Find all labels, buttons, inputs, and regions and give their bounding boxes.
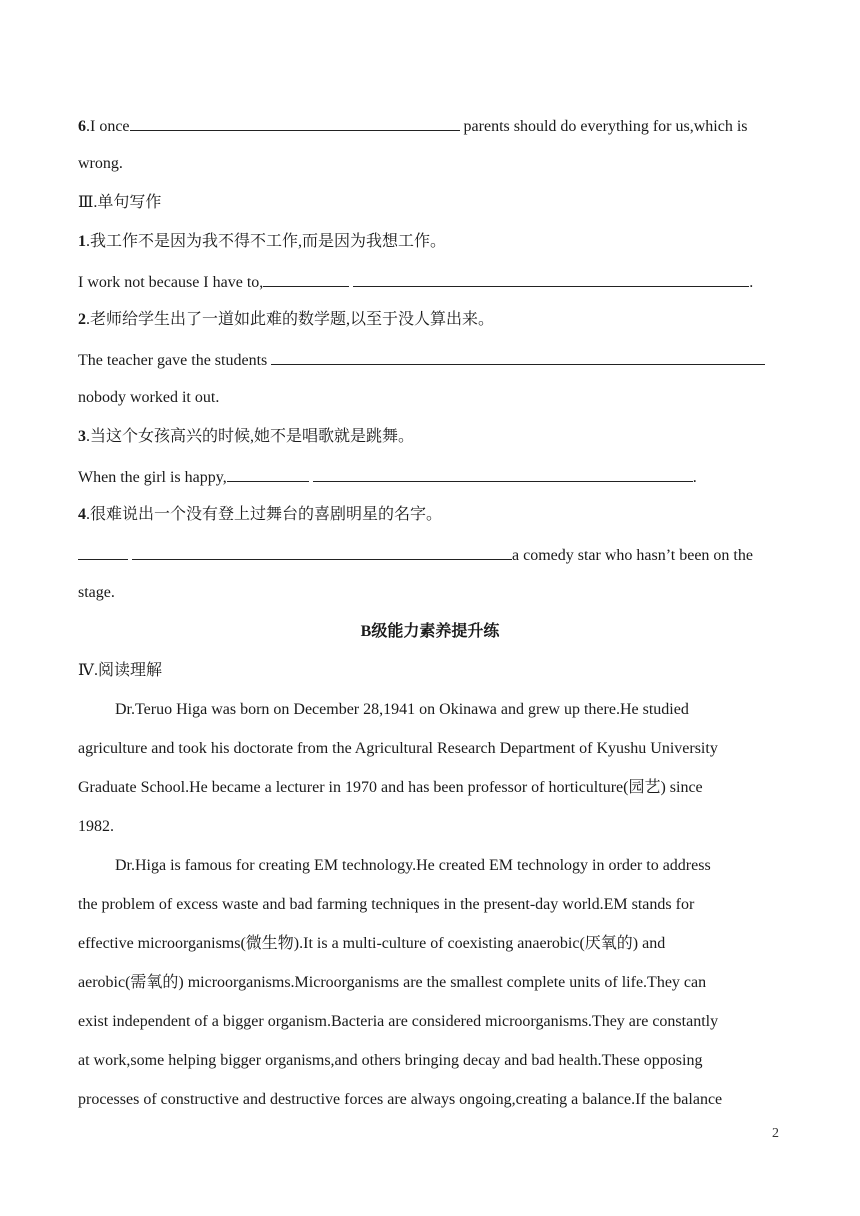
passage-line: at work,some helping bigger organisms,and others bringing decay and bad health.These opposing xyxy=(78,1052,703,1069)
item-4-en xyxy=(78,544,753,566)
question-6 xyxy=(78,115,747,137)
item-text-cont: stage. xyxy=(78,584,115,601)
passage-line: Graduate School.He became a lecturer in 1970 and has been professor of horticulture(园艺) since xyxy=(78,779,703,796)
item-4-zh xyxy=(78,505,442,525)
item-text: a comedy star who hasn’t been on the xyxy=(512,547,753,564)
item-3-en xyxy=(78,466,697,488)
question-text-cont: wrong. xyxy=(78,155,123,172)
section-title: Ⅲ.单句写作 xyxy=(78,194,162,211)
item-prompt: .当这个女孩高兴的时候,她不是唱歌就是跳舞。 xyxy=(86,428,415,445)
item-1-en xyxy=(78,271,753,293)
passage-line: the problem of excess waste and bad farming techniques in the present-day world.EM stands for xyxy=(78,896,695,913)
passage-line: effective microorganisms(微生物).It is a multi-culture of coexisting anaerobic(厌氧的) and xyxy=(78,935,666,952)
item-1-zh xyxy=(78,232,446,252)
item-text: . xyxy=(749,274,754,291)
answer-blank[interactable] xyxy=(313,466,693,482)
item-number: 2 xyxy=(78,311,86,328)
item-number: 4 xyxy=(78,506,86,523)
question-text: .I once xyxy=(86,118,130,135)
answer-blank[interactable] xyxy=(353,271,749,287)
answer-blank[interactable] xyxy=(132,544,512,560)
passage-line: processes of constructive and destructive forces are always ongoing,creating a balance.If the balance xyxy=(78,1091,723,1108)
section-title: Ⅳ.阅读理解 xyxy=(78,662,162,679)
item-2-en xyxy=(78,349,765,371)
passage-line: aerobic(需氧的) microorganisms.Microorganisms are the smallest complete units of life.They can xyxy=(78,974,707,991)
page-number: 2 xyxy=(772,1126,779,1141)
answer-blank[interactable] xyxy=(227,466,309,482)
passage-line: exist independent of a bigger organism.Bacteria are considered microorganisms.They are constantly xyxy=(78,1013,719,1030)
passage-line: agriculture and took his doctorate from the Agricultural Research Department of Kyushu University xyxy=(78,740,718,757)
answer-blank[interactable] xyxy=(130,115,460,131)
passage-line: Dr.Higa is famous for creating EM technology.He created EM technology in order to address xyxy=(115,857,711,874)
item-text: . xyxy=(692,469,697,486)
item-text: I work not because I have to, xyxy=(78,274,264,291)
answer-blank[interactable] xyxy=(271,349,765,365)
item-3-zh xyxy=(78,427,414,447)
item-prompt: .很难说出一个没有登上过舞台的喜剧明星的名字。 xyxy=(86,506,443,523)
item-prompt: .老师给学生出了一道如此难的数学题,以至于没人算出来。 xyxy=(86,311,495,328)
item-number: 3 xyxy=(78,428,86,445)
item-2-zh xyxy=(78,310,494,330)
level-heading: B级能力素养提升练 xyxy=(360,623,500,640)
item-text: When the girl is happy, xyxy=(78,469,227,486)
item-text: The teacher gave the students xyxy=(78,352,272,369)
question-number: 6 xyxy=(78,118,86,135)
item-prompt: .我工作不是因为我不得不工作,而是因为我想工作。 xyxy=(86,233,447,250)
answer-blank[interactable] xyxy=(78,544,128,560)
passage-line: Dr.Teruo Higa was born on December 28,1941 on Okinawa and grew up there.He studied xyxy=(115,701,689,718)
answer-blank[interactable] xyxy=(263,271,349,287)
item-text-cont: nobody worked it out. xyxy=(78,389,220,406)
item-number: 1 xyxy=(78,233,86,250)
question-text: parents should do everything for us,which is xyxy=(459,118,748,135)
passage-line: 1982. xyxy=(78,818,114,835)
